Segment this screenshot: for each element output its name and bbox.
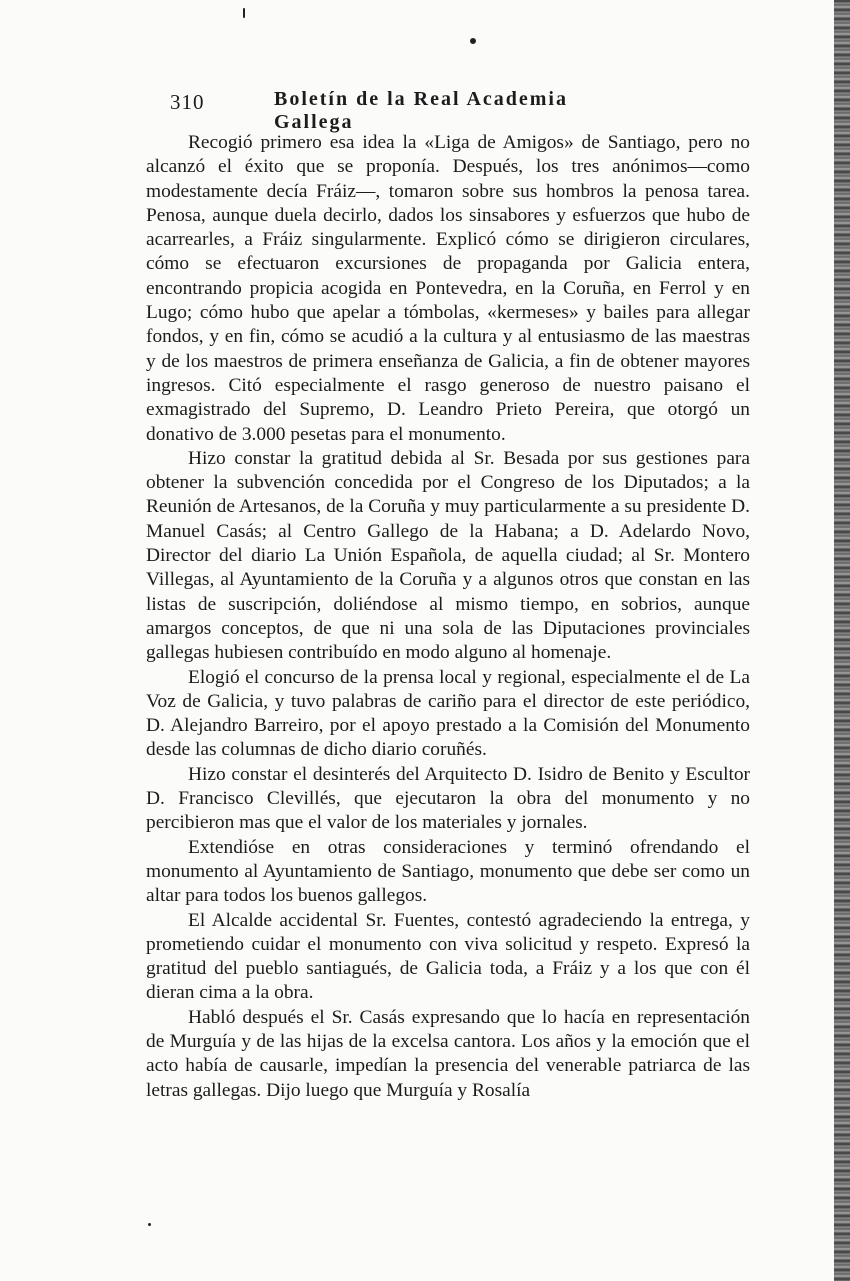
paragraph: Hizo constar el desinterés del Arquitecto D. Isidro de Benito y Escultor D. Francisco Clevillés, que ejecutaron la obra del monumento y no percibieron mas que el valor de los materiales y jornales.: [146, 763, 750, 834]
paragraph: Recogió primero esa idea la «Liga de Amigos» de Santiago, pero no alcanzó el éxito que se proponía. Después, los tres anónimos—como modestamente decía Fráiz—, tomaron sobre sus hombros la penosa tarea. Penosa, aunque duela decirlo, dados los sinsabores y esfuerzos que hubo de acarrearles, a Fráiz singularmente. Explicó cómo se dirigieron circulares, cómo se efectuaron excursiones de propaganda por Galicia entera, encontrando propicia acogida en Pontevedra, en la Coruña, en Ferrol y en Lugo; cómo hubo que apelar a tómbolas, «kermeses» y bailes para allegar fondos, y en fin, cómo se acudió a la cultura y al entusiasmo de las maestras y de los maestros de primera enseñanza de Galicia, a fin de obtener mayores ingresos. Citó especialmente el rasgo generoso de nuestro paisano el exmagistrado del Supremo, D. Leandro Prieto Pereira, que otorgó un donativo de 3.000 pesetas para el monumento.: [146, 132, 750, 445]
page-header: [170, 88, 650, 133]
ink-speck: [243, 8, 245, 18]
body-text: [146, 131, 750, 1103]
paragraph: Hizo constar la gratitud debida al Sr. Besada por sus gestiones para obtener la subvención concedida por el Congreso de los Diputados; a la Reunión de Artesanos, de la Coruña y muy particularmente a su presidente D. Manuel Casás; al Centro Gallego de la Habana; a D. Adelardo Novo, Director del diario La Unión Española, de aquella ciudad; al Sr. Montero Villegas, al Ayuntamiento de la Coruña y a algunos otros que constan en las listas de suscripción, doliéndose al mismo tiempo, en sobrios, aunque amargos conceptos, de que ni una sola de las Diputaciones provinciales gallegas hubiesen contribuído en modo alguno al homenaje.: [146, 447, 750, 664]
ink-speck: [148, 1223, 151, 1226]
page-number: 310: [170, 90, 205, 114]
running-title: Boletín de la Real Academia Gallega: [274, 88, 568, 133]
book-spine-edge: [834, 0, 850, 1281]
paragraph: Habló después el Sr. Casás expresando que lo hacía en representación de Murguía y de las hijas de la excelsa cantora. Los años y la emoción que el acto había de causarle, impedían la presencia del venerable patriarca de las letras gallegas. Dijo luego que Murguía y Rosalía: [146, 1006, 750, 1101]
ink-speck: [470, 38, 476, 44]
paragraph: Extendióse en otras consideraciones y terminó ofrendando el monumento al Ayuntamiento de Santiago, monumento que debe ser como un altar para todos los buenos gallegos.: [146, 836, 750, 907]
paragraph: El Alcalde accidental Sr. Fuentes, contestó agradeciendo la entrega, y prometiendo cuidar el monumento con viva solicitud y respeto. Expresó la gratitud del pueblo santiagués, de Galicia toda, a Fráiz y a los que con él dieran cima a la obra.: [146, 909, 750, 1004]
paragraph: Elogió el concurso de la prensa local y regional, especialmente el de La Voz de Galicia, y tuvo palabras de cariño para el director de este periódico, D. Alejandro Barreiro, por el apoyo prestado a la Comisión del Monumento desde las columnas de dicho diario coruñés.: [146, 666, 750, 761]
